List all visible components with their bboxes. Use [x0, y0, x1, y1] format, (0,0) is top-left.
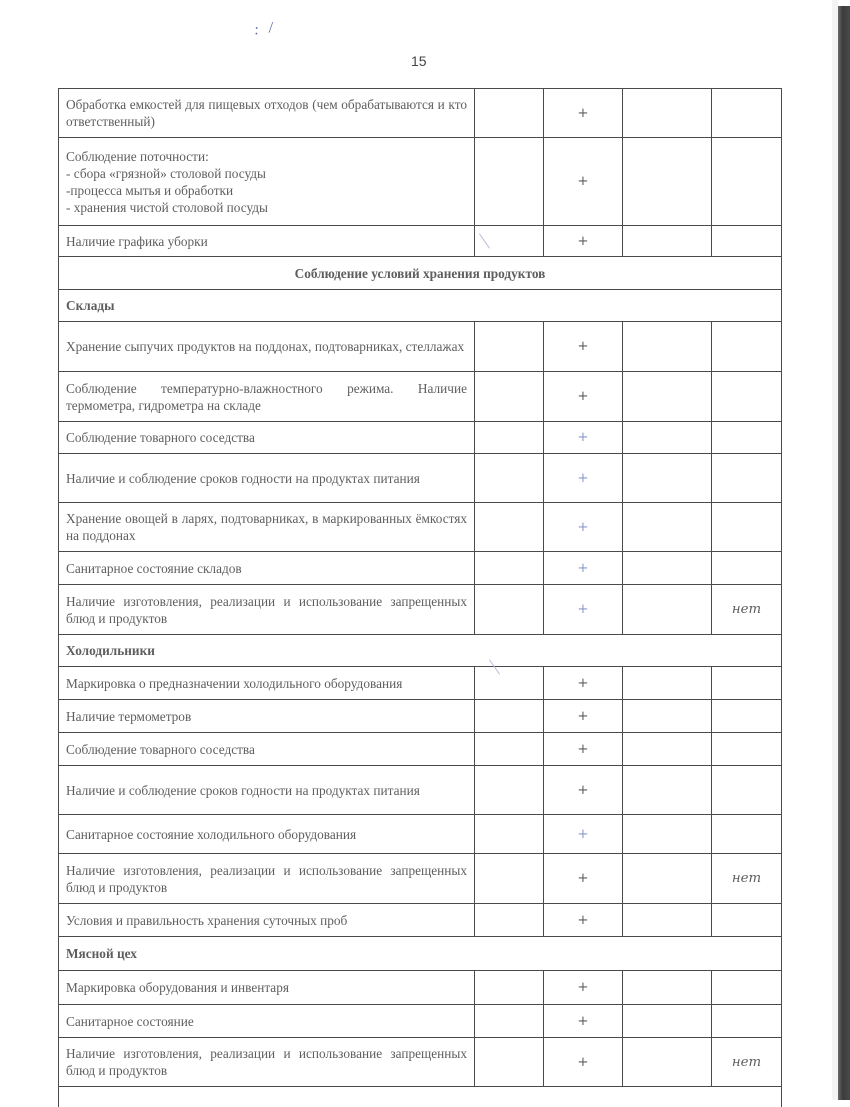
- handwritten-note: нет: [712, 1038, 782, 1087]
- checklist-item-text: Обработка емкостей для пищевых отходов (чем обрабатываются и кто ответственный): [59, 89, 475, 138]
- handwritten-check-mark: +: [544, 1038, 623, 1087]
- checklist-item-text: Санитарное состояние складов: [59, 552, 475, 585]
- empty-cell: [623, 503, 712, 552]
- handwritten-note: нет: [712, 585, 782, 635]
- checklist-row: [59, 552, 782, 585]
- empty-cell: [475, 322, 544, 372]
- handwritten-check-mark: +: [544, 138, 623, 226]
- empty-cell: [623, 552, 712, 585]
- empty-cell: [475, 503, 544, 552]
- handwritten-check-mark: +: [544, 733, 623, 766]
- checklist-row: [59, 766, 782, 815]
- empty-cell: [475, 1005, 544, 1038]
- checklist-row: [59, 89, 782, 138]
- empty-cell: [475, 422, 544, 454]
- handwritten-check-mark: +: [544, 422, 623, 454]
- handwritten-check-mark: +: [544, 1005, 623, 1038]
- empty-cell: [623, 422, 712, 454]
- empty-cell: [623, 854, 712, 904]
- checklist-row: [59, 815, 782, 854]
- handwritten-note: [712, 552, 782, 585]
- empty-cell: [623, 89, 712, 138]
- checklist-item-text: Соблюдение товарного соседства: [59, 422, 475, 454]
- handwritten-check-mark: +: [544, 322, 623, 372]
- checklist-row: [59, 422, 782, 454]
- handwritten-note: [712, 138, 782, 226]
- cut-off-cell: [59, 1087, 782, 1107]
- handwritten-note: [712, 815, 782, 854]
- page-number: 15: [411, 53, 427, 69]
- handwritten-note: [712, 733, 782, 766]
- handwritten-note: [712, 503, 782, 552]
- checklist-row: [59, 1005, 782, 1038]
- handwritten-note: [712, 700, 782, 733]
- checklist-row: [59, 733, 782, 766]
- checklist-item-text: Санитарное состояние: [59, 1005, 475, 1038]
- checklist-row: [59, 700, 782, 733]
- subsection-header-row: [59, 290, 782, 322]
- checklist-row: [59, 503, 782, 552]
- empty-cell: [623, 971, 712, 1005]
- handwritten-note: [712, 454, 782, 503]
- handwritten-note: [712, 1005, 782, 1038]
- handwritten-stamp: : /: [252, 19, 277, 39]
- handwritten-check-mark: +: [544, 226, 623, 257]
- checklist-row: [59, 854, 782, 904]
- checklist-row: [59, 904, 782, 937]
- subsection-title: Мясной цех: [59, 937, 782, 971]
- empty-cell: [475, 372, 544, 422]
- empty-cell: [475, 585, 544, 635]
- empty-cell: [475, 700, 544, 733]
- checklist-row: [59, 971, 782, 1005]
- checklist-row: [59, 585, 782, 635]
- empty-cell: [623, 372, 712, 422]
- empty-cell: [623, 322, 712, 372]
- empty-cell: [475, 138, 544, 226]
- empty-cell: [623, 226, 712, 257]
- checklist-item-text: Соблюдение температурно-влажностного режима. Наличие термометра, гидрометра на складе: [59, 372, 475, 422]
- handwritten-note: [712, 89, 782, 138]
- empty-cell: [623, 766, 712, 815]
- handwritten-check-mark: +: [544, 372, 623, 422]
- checklist-row: [59, 1038, 782, 1087]
- empty-cell: [475, 904, 544, 937]
- handwritten-note: [712, 372, 782, 422]
- handwritten-check-mark: +: [544, 454, 623, 503]
- empty-cell: [475, 552, 544, 585]
- handwritten-note: [712, 904, 782, 937]
- handwritten-check-mark: +: [544, 904, 623, 937]
- checklist-item-text: Маркировка о предназначении холодильного оборудования: [59, 667, 475, 700]
- empty-cell: [475, 971, 544, 1005]
- handwritten-note: [712, 322, 782, 372]
- empty-cell: [623, 667, 712, 700]
- checklist-item-text: Наличие и соблюдение сроков годности на продуктах питания: [59, 766, 475, 815]
- checklist-row: [59, 667, 782, 700]
- handwritten-note: [712, 422, 782, 454]
- handwritten-check-mark: +: [544, 503, 623, 552]
- empty-cell: [475, 1038, 544, 1087]
- handwritten-check-mark: +: [544, 971, 623, 1005]
- handwritten-check-mark: +: [544, 815, 623, 854]
- checklist-item-text: Наличие изготовления, реализации и использование запрещенных блюд и продуктов: [59, 854, 475, 904]
- handwritten-check-mark: +: [544, 552, 623, 585]
- checklist-body: [59, 89, 782, 1107]
- inspection-checklist-table: [58, 88, 782, 1107]
- subsection-title: Склады: [59, 290, 782, 322]
- checklist-row: [59, 226, 782, 257]
- handwritten-note: [712, 971, 782, 1005]
- handwritten-check-mark: +: [544, 700, 623, 733]
- checklist-row: [59, 322, 782, 372]
- empty-cell: [623, 700, 712, 733]
- empty-cell: [475, 766, 544, 815]
- checklist-item-text: Наличие графика уборки: [59, 226, 475, 257]
- subsection-header-row: [59, 937, 782, 971]
- empty-cell: [475, 854, 544, 904]
- handwritten-check-mark: +: [544, 766, 623, 815]
- handwritten-note: [712, 667, 782, 700]
- checklist-item-text: Соблюдение товарного соседства: [59, 733, 475, 766]
- scanner-edge-shadow: [838, 6, 850, 1100]
- subsection-header-row: [59, 635, 782, 667]
- empty-cell: [623, 904, 712, 937]
- handwritten-note: [712, 226, 782, 257]
- checklist-row: [59, 138, 782, 226]
- empty-cell: [475, 454, 544, 503]
- checklist-item-text: Санитарное состояние холодильного оборудования: [59, 815, 475, 854]
- empty-cell: [623, 585, 712, 635]
- handwritten-note: нет: [712, 854, 782, 904]
- checklist-row: [59, 372, 782, 422]
- checklist-item-text: Хранение сыпучих продуктов на поддонах, подтоварниках, стеллажах: [59, 322, 475, 372]
- checklist-item-text: Маркировка оборудования и инвентаря: [59, 971, 475, 1005]
- empty-cell: [475, 815, 544, 854]
- handwritten-check-mark: +: [544, 854, 623, 904]
- checklist-item-text: Наличие изготовления, реализации и использование запрещенных блюд и продуктов: [59, 585, 475, 635]
- cut-off-row: [59, 1087, 782, 1107]
- checklist-item-text: Соблюдение поточности: - сбора «грязной» столовой посуды -процесса мытья и обработки - хранения чистой столовой посуды: [59, 138, 475, 226]
- checklist-item-text: Наличие и соблюдение сроков годности на продуктах питания: [59, 454, 475, 503]
- checklist-item-text: Хранение овощей в ларях, подтоварниках, в маркированных ёмкостях на поддонах: [59, 503, 475, 552]
- empty-cell: [623, 1005, 712, 1038]
- empty-cell: [623, 1038, 712, 1087]
- section-header-row: [59, 257, 782, 290]
- checklist-item-text: Условия и правильность хранения суточных проб: [59, 904, 475, 937]
- handwritten-check-mark: +: [544, 667, 623, 700]
- handwritten-check-mark: +: [544, 585, 623, 635]
- empty-cell: [475, 733, 544, 766]
- empty-cell: [623, 454, 712, 503]
- subsection-title: Холодильники: [59, 635, 782, 667]
- checklist-item-text: Наличие изготовления, реализации и использование запрещенных блюд и продуктов: [59, 1038, 475, 1087]
- handwritten-note: [712, 766, 782, 815]
- section-title: Соблюдение условий хранения продуктов: [59, 257, 782, 290]
- empty-cell: [623, 733, 712, 766]
- empty-cell: [623, 138, 712, 226]
- empty-cell: [623, 815, 712, 854]
- empty-cell: [475, 89, 544, 138]
- empty-cell: [475, 667, 544, 700]
- checklist-item-text: Наличие термометров: [59, 700, 475, 733]
- handwritten-check-mark: +: [544, 89, 623, 138]
- checklist-row: [59, 454, 782, 503]
